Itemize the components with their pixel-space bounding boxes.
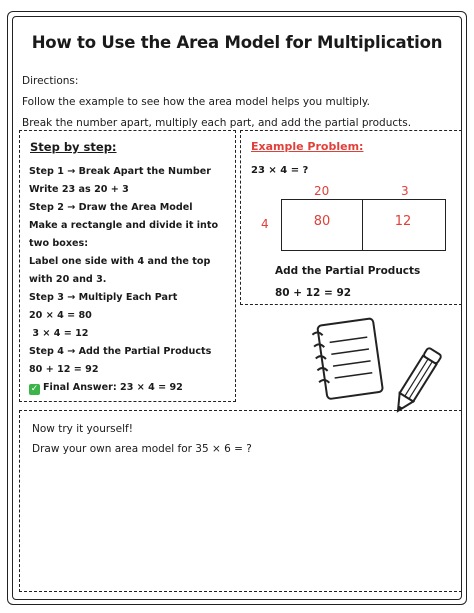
directions-line-1: Follow the example to see how the area model helps you multiply.	[22, 96, 370, 108]
example-heading: Example Problem:	[251, 140, 364, 153]
step-line: 80 + 12 = 92	[29, 364, 99, 375]
step-by-step-box	[19, 130, 236, 402]
top-label-tens: 20	[314, 184, 330, 198]
partial-products-title: Add the Partial Products	[275, 265, 421, 277]
top-label-ones: 3	[401, 184, 409, 198]
step-line: Step 2 → Draw the Area Model	[29, 202, 193, 213]
page-title: How to Use the Area Model for Multiplication	[31, 33, 443, 52]
step-line: Write 23 as 20 + 3	[29, 184, 129, 195]
step-line: Step 4 → Add the Partial Products	[29, 346, 212, 357]
area-model-rectangle	[281, 199, 446, 251]
final-answer-text: Final Answer: 23 × 4 = 92	[43, 382, 183, 393]
step-heading: Step by step:	[30, 140, 117, 154]
partial-products-sum: 80 + 12 = 92	[275, 287, 352, 299]
step-line: Step 3 → Multiply Each Part	[29, 292, 178, 303]
step-lines	[29, 163, 218, 397]
final-answer-line	[29, 379, 218, 397]
example-equation: 23 × 4 = ?	[251, 165, 309, 176]
step-line: Make a rectangle and divide it into	[29, 220, 219, 231]
check-icon: ✓	[30, 384, 39, 394]
step-line: 20 × 4 = 80	[29, 310, 92, 321]
practice-prompt: Now try it yourself!	[32, 423, 133, 435]
example-problem-box	[240, 130, 462, 305]
directions-line-2: Break the number apart, multiply each part, and add the partial products.	[22, 117, 412, 129]
step-line: 3 × 4 = 12	[29, 328, 89, 339]
step-line: Label one side with 4 and the top	[29, 256, 211, 267]
step-line: with 20 and 3.	[29, 274, 107, 285]
step-line: Step 1 → Break Apart the Number	[29, 166, 211, 177]
directions-label: Directions:	[22, 75, 79, 87]
practice-instruction: Draw your own area model for 35 × 6 = ?	[32, 443, 252, 455]
practice-box[interactable]	[19, 410, 462, 592]
area-cell-left: 80	[313, 214, 331, 229]
area-cell-right: 12	[394, 214, 412, 229]
directions-section	[22, 71, 462, 134]
step-line: two boxes:	[29, 238, 89, 249]
side-label: 4	[261, 217, 269, 231]
notebook-icon	[308, 312, 388, 404]
